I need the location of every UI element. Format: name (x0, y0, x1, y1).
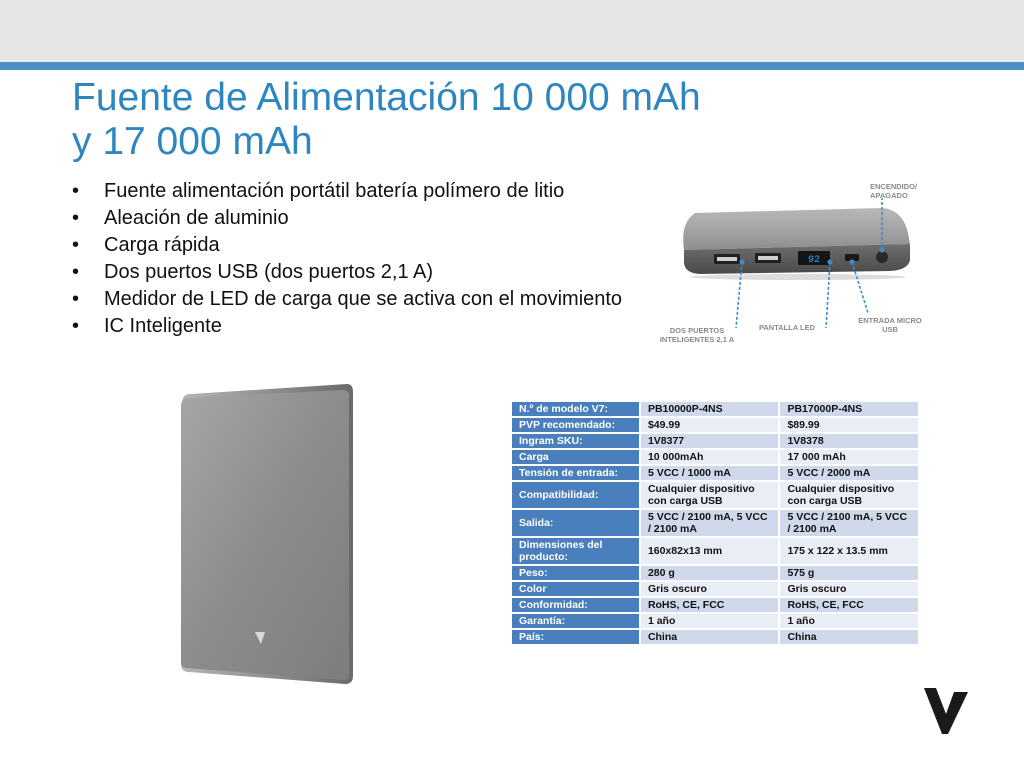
spec-label-cell: Ingram SKU: (512, 434, 639, 448)
spec-label-cell: Tensión de entrada: (512, 466, 639, 480)
v7-brand-logo-icon (924, 688, 968, 734)
spec-value-17000: Cualquier dispositivo con carga USB (780, 482, 918, 508)
callout-led-display: PANTALLA LED (758, 323, 816, 332)
callout-micro-usb: ENTRADA MICRO USB (858, 316, 922, 334)
table-row (512, 434, 918, 448)
spec-value-10000: 1 año (641, 614, 779, 628)
power-bank-front-drawing (175, 382, 360, 687)
table-row (512, 418, 918, 432)
table-row (512, 582, 918, 596)
spec-value-17000: 1 año (780, 614, 918, 628)
callout-power: ENCENDIDO/ APAGADO (870, 182, 918, 200)
spec-label-cell: Garantía: (512, 614, 639, 628)
spec-value-10000: China (641, 630, 779, 644)
callout-usb-ports: DOS PUERTOS INTELIGENTES 2,1 A (659, 326, 735, 344)
spec-value-17000: 175 x 122 x 13.5 mm (780, 538, 918, 564)
spec-label-cell: País: (512, 630, 639, 644)
title-line-2: y 17 000 mAh (72, 120, 313, 163)
spec-label-cell: N.º de modelo V7: (512, 402, 639, 416)
spec-value-17000: PB17000P-4NS (780, 402, 918, 416)
table-row (512, 630, 918, 644)
spec-label-cell: Compatibilidad: (512, 482, 639, 508)
spec-value-10000: 1V8377 (641, 434, 779, 448)
spec-label-cell: Conformidad: (512, 598, 639, 612)
spec-value-17000: 1V8378 (780, 434, 918, 448)
slide-title (72, 76, 832, 164)
spec-value-10000: PB10000P-4NS (641, 402, 779, 416)
spec-label-cell: Salida: (512, 510, 639, 536)
table-row (512, 482, 918, 508)
led-display-readout: 92 (807, 255, 821, 266)
table-row (512, 598, 918, 612)
table-row (512, 614, 918, 628)
spec-label-cell: Dimensiones del producto: (512, 538, 639, 564)
spec-value-10000: $49.99 (641, 418, 779, 432)
title-line-1: Fuente de Alimentación 10 000 mAh (72, 76, 701, 119)
spec-value-17000: 575 g (780, 566, 918, 580)
spec-label-cell: Peso: (512, 566, 639, 580)
spec-value-17000: RoHS, CE, FCC (780, 598, 918, 612)
top-banner (0, 0, 1024, 62)
bullet-icon: • (72, 261, 80, 283)
spec-value-10000: Gris oscuro (641, 582, 779, 596)
list-item: • Fuente alimentación portátil batería polímero de litio (72, 178, 652, 205)
table-row (512, 510, 918, 536)
table-row (512, 402, 918, 416)
bullet-icon: • (72, 315, 80, 337)
feature-list (72, 178, 652, 340)
spec-value-10000: 280 g (641, 566, 779, 580)
power-bank-front-image (175, 382, 360, 687)
spec-table (510, 400, 920, 646)
bullet-icon: • (72, 207, 80, 229)
bullet-icon: • (72, 180, 80, 202)
spec-value-10000: 5 VCC / 2100 mA, 5 VCC / 2100 mA (641, 510, 779, 536)
spec-value-17000: 5 VCC / 2000 mA (780, 466, 918, 480)
spec-value-17000: Gris oscuro (780, 582, 918, 596)
list-item: • Carga rápida (72, 232, 652, 259)
table-row (512, 466, 918, 480)
spec-value-17000: $89.99 (780, 418, 918, 432)
spec-value-17000: 17 000 mAh (780, 450, 918, 464)
table-row (512, 538, 918, 564)
spec-label-cell: Carga (512, 450, 639, 464)
spec-value-17000: 5 VCC / 2100 mA, 5 VCC / 2100 mA (780, 510, 918, 536)
spec-value-10000: 160x82x13 mm (641, 538, 779, 564)
table-row (512, 450, 918, 464)
list-item: • Aleación de aluminio (72, 205, 652, 232)
power-bank-side-image (640, 178, 940, 358)
bullet-icon: • (72, 234, 80, 256)
spec-label-cell: PVP recomendado: (512, 418, 639, 432)
accent-bar (0, 62, 1024, 70)
list-item: • Medidor de LED de carga que se activa con el movimiento (72, 286, 652, 313)
spec-label-cell: Color (512, 582, 639, 596)
spec-value-10000: RoHS, CE, FCC (641, 598, 779, 612)
bullet-icon: • (72, 288, 80, 310)
spec-value-10000: 10 000mAh (641, 450, 779, 464)
spec-value-17000: China (780, 630, 918, 644)
list-item: • Dos puertos USB (dos puertos 2,1 A) (72, 259, 652, 286)
spec-value-10000: 5 VCC / 1000 mA (641, 466, 779, 480)
list-item: • IC Inteligente (72, 313, 652, 340)
table-row (512, 566, 918, 580)
spec-value-10000: Cualquier dispositivo con carga USB (641, 482, 779, 508)
